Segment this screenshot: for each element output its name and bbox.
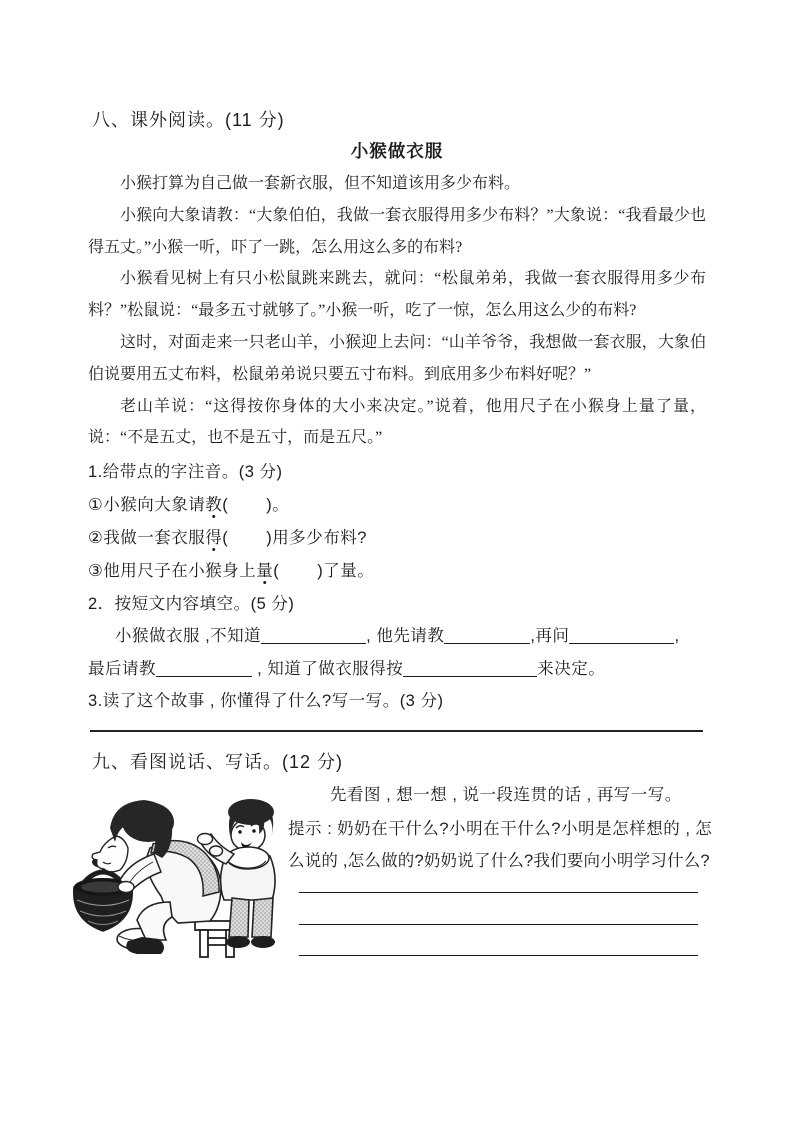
- section9-header: 九、看图说话、写话。(12 分): [92, 752, 344, 772]
- text-segment: ①小猴向大象请: [88, 496, 206, 514]
- paren-open: (: [222, 496, 229, 514]
- answer-blank: [261, 628, 366, 644]
- story-title: 小猴做衣服: [350, 141, 444, 161]
- illustration-boy-massaging-grandma: [58, 790, 296, 965]
- text-segment: 。: [272, 496, 290, 514]
- section-divider: [90, 730, 703, 732]
- text-segment: , 他先请教: [366, 627, 445, 645]
- question3-label: 3.读了这个故事 , 你懂得了什么?写一写。(3 分): [88, 692, 444, 710]
- paren-close: ): [317, 562, 324, 580]
- answer-blank: [156, 661, 252, 677]
- paren-close: ): [266, 529, 273, 547]
- scene-drawing: [58, 790, 296, 965]
- question1-item-3: [88, 557, 374, 581]
- answer-blank: [403, 661, 537, 677]
- writing-line: [299, 892, 698, 893]
- text-segment: ,再问: [530, 627, 570, 645]
- text-segment: ②我做一套衣服: [88, 529, 206, 547]
- story-paragraph: 老山羊说：“这得按你身体的大小来决定。”说着，他用尺子在小猴身上量了量，说：“不是五丈，也不是五寸，而是五尺。”: [88, 397, 706, 447]
- question2-fill-line-2: [88, 655, 605, 679]
- text-segment: 小猴做衣服 ,不知道: [115, 627, 262, 645]
- question1-label: 1.给带点的字注音。(3 分): [88, 463, 283, 481]
- story-paragraph: 小猴看见树上有只小松鼠跳来跳去，就问：“松鼠弟弟，我做一套衣服得用多少布料？”松鼠说：“最多五寸就够了。”小猴一听，吃了一惊，怎么用这么少的布料?: [88, 270, 706, 320]
- paren-close: ): [266, 496, 273, 514]
- section9-hint: 提示 : 奶奶在干什么?小明在干什么?小明是怎样想的 , 怎么说的 ,怎么做的?奶奶说了什么?我们要向小明学习什么?: [288, 820, 712, 870]
- story-paragraph: 小猴向大象请教：“大象伯伯，我做一套衣服得用多少布料？”大象说：“我看最少也得五丈。”小猴一听，吓了一跳，怎么用这么多的布料?: [88, 206, 706, 256]
- question2-fill-line-1: [88, 622, 680, 646]
- text-segment: , 知道了做衣服得按: [252, 660, 404, 678]
- dotted-char: 量: [256, 557, 273, 581]
- dotted-char: 得: [205, 524, 222, 548]
- section8-header: 八、课外阅读。(11 分): [92, 110, 285, 130]
- writing-line: [299, 955, 698, 956]
- section9-instruction: 先看图 , 想一想 , 说一段连贯的话 , 再写一写。: [330, 786, 682, 804]
- text-segment: 用多少布料?: [272, 529, 367, 547]
- text-segment: 最后请教: [88, 660, 156, 678]
- text-segment: ③他用尺子在小猴身上: [88, 562, 257, 580]
- question2-label: 2．按短文内容填空。(5 分): [88, 595, 295, 613]
- answer-blank: [444, 628, 530, 644]
- paren-open: (: [273, 562, 280, 580]
- story-paragraph: 小猴打算为自己做一套新衣服，但不知道该用多少布料。: [120, 175, 521, 192]
- paren-open: (: [222, 529, 229, 547]
- question1-item-1: [88, 491, 289, 515]
- question1-item-2: [88, 524, 367, 548]
- story-paragraph: 这时，对面走来一只老山羊，小猴迎上去问：“山羊爷爷，我想做一套衣服，大象伯伯说要用五丈布料，松鼠弟弟说只要五寸布料。到底用多少布料好呢？”: [88, 333, 706, 383]
- text-segment: ,: [674, 627, 680, 645]
- text-segment: 了量。: [323, 562, 375, 580]
- text-segment: 来决定。: [537, 660, 606, 678]
- answer-blank: [569, 628, 674, 644]
- writing-line: [299, 924, 698, 925]
- dotted-char: 教: [205, 491, 222, 515]
- story-text: [88, 168, 706, 454]
